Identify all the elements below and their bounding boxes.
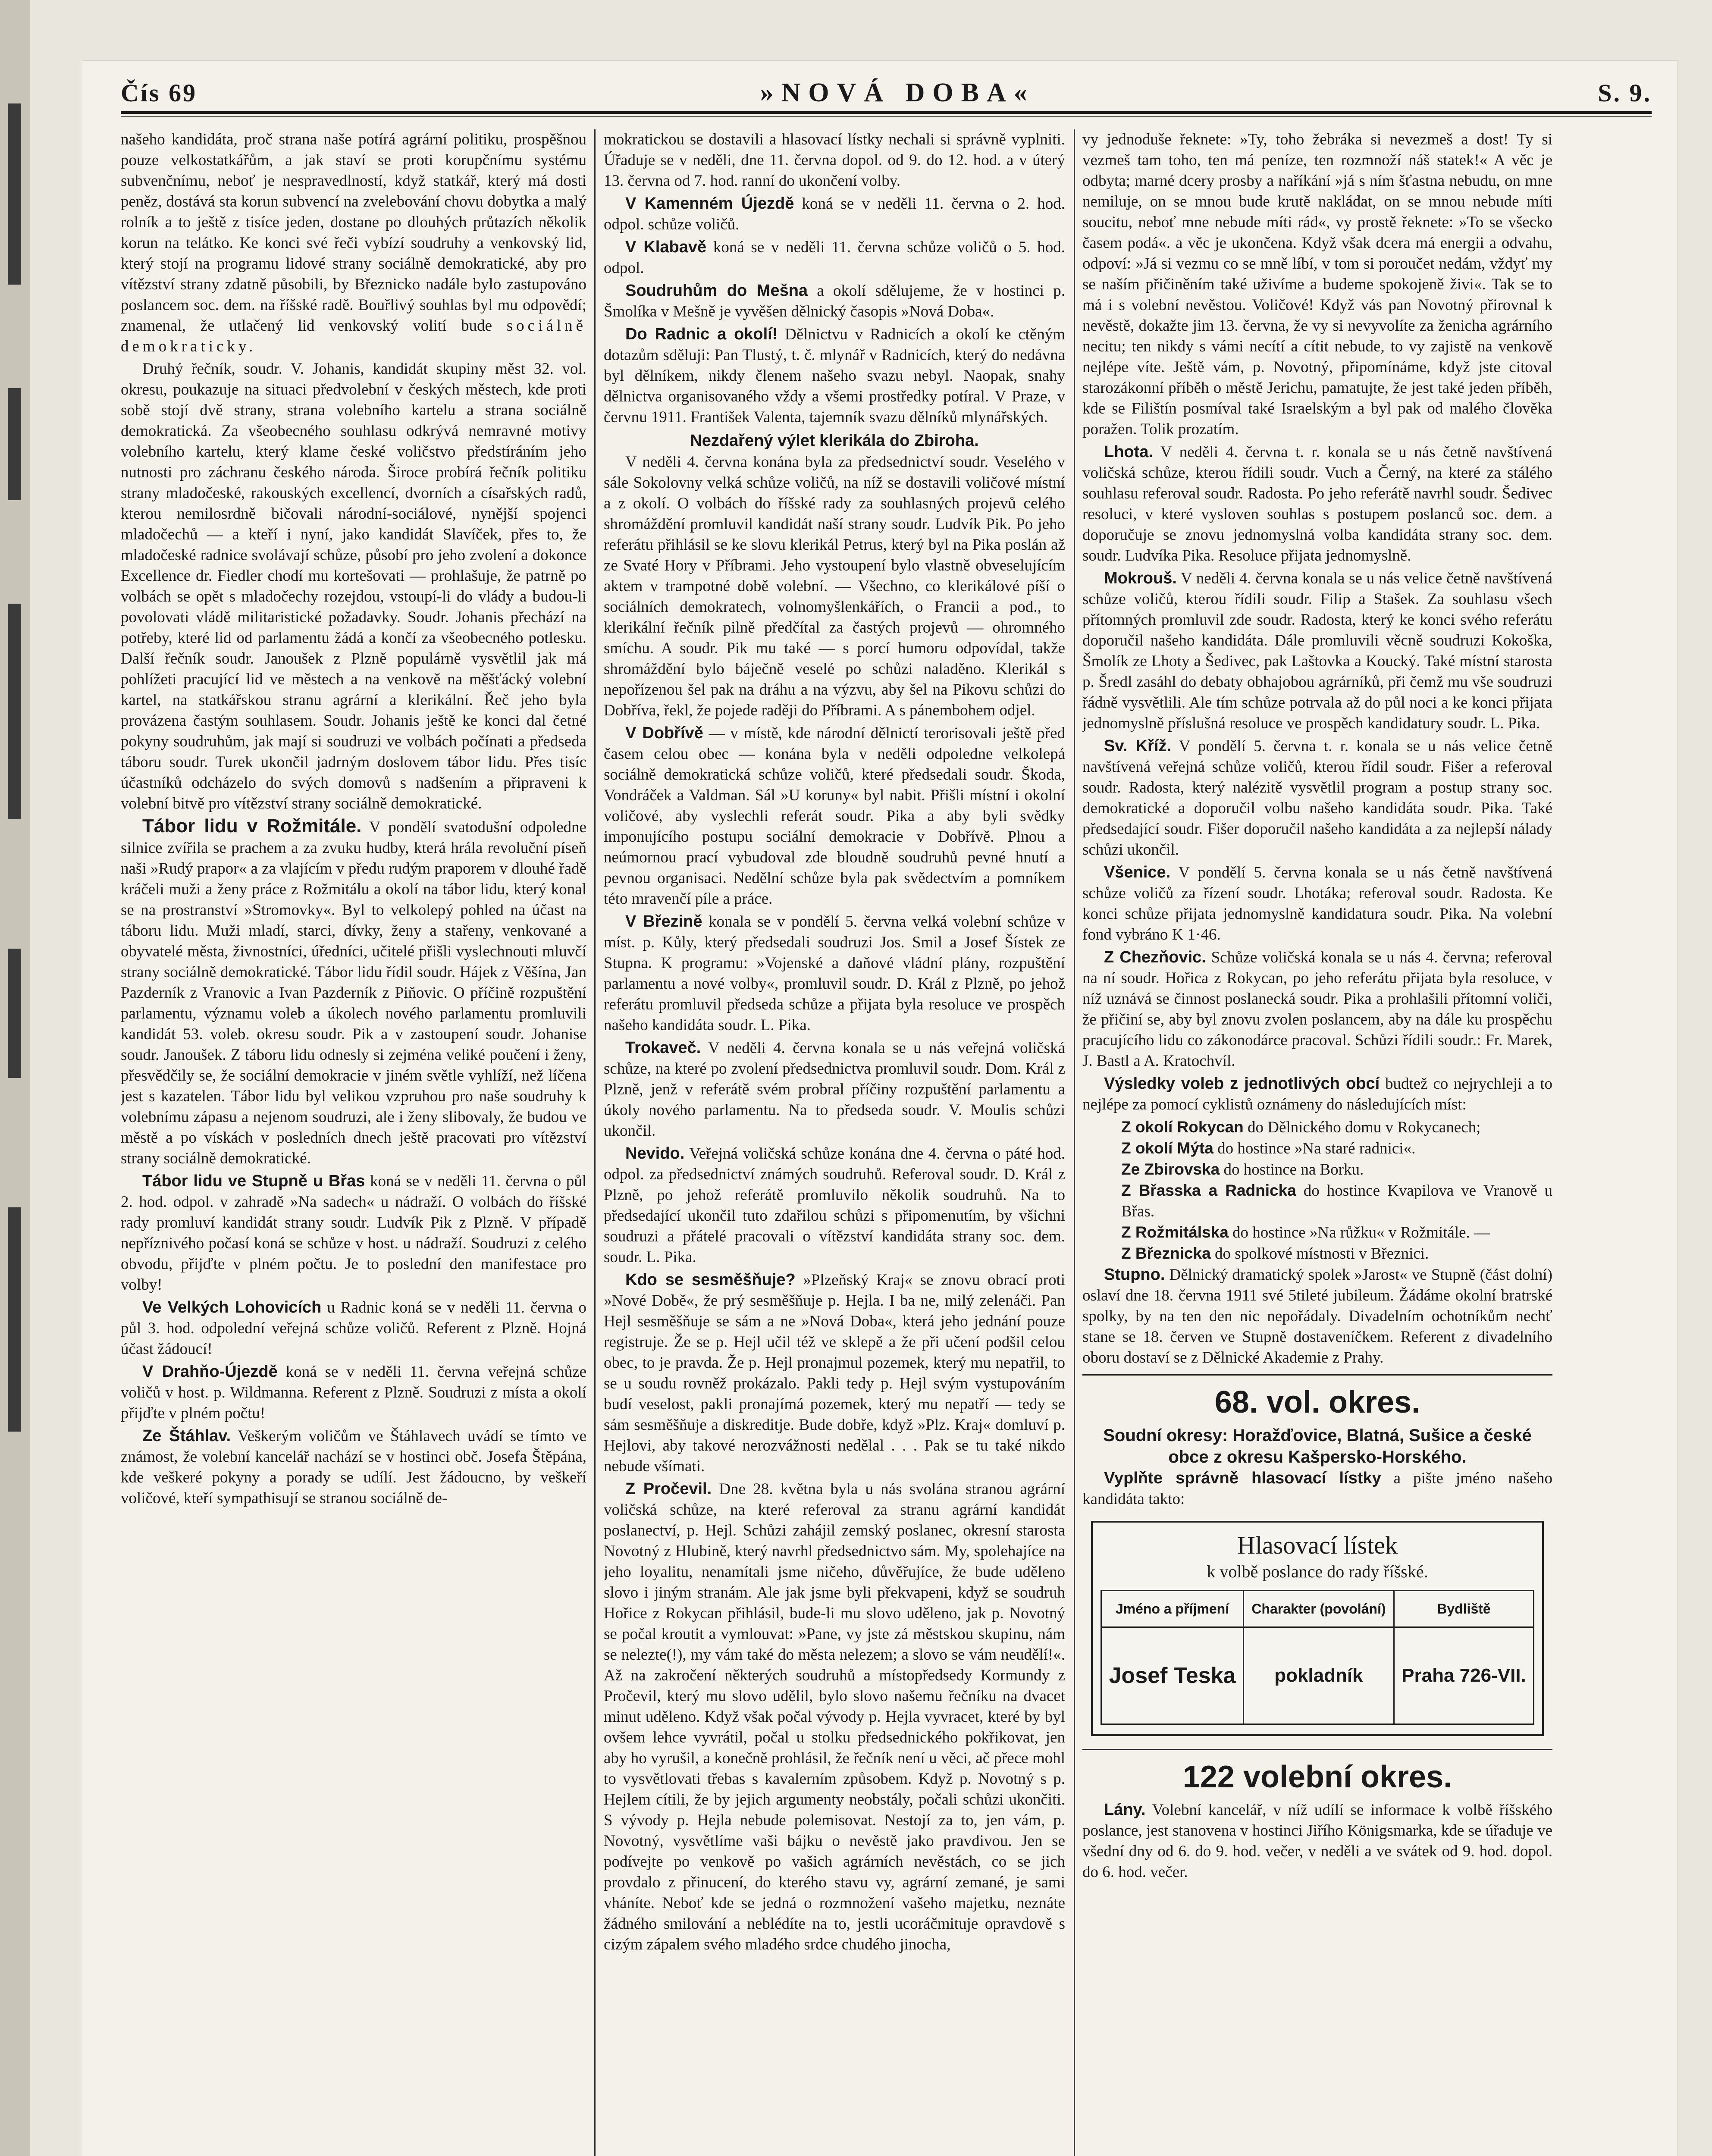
article-paragraph: V Březině konala se v pondělí 5. června velká volební schůze v míst. p. Kůly, který předsedali soudruzi Jos. Smil a Josef Šístek ze Stupna. K programu: »Vojenské a daňové vládní plány, rozpuštění parlamentu a nové volby«, promluvil soudr. D. Král z Plzně, po jehož referátu promluvil předseda schůze a přijata byla resoluce ve prospěch našeho kandidáta soudr. L. Pika.: [604, 912, 1065, 1034]
article-paragraph: V Drahňo-Újezdě koná se v neděli 11. června veřejná schůze voličů v host. p. Wildmanna. Referent z Plzně. Soudruzi z místa a okolí přijďte v plném počtu!: [121, 1363, 586, 1422]
article-paragraph: Všenice. V pondělí 5. června konala se u nás četně navštívená schůze voličů za řízení soudr. Lhotáka; referoval soudr. Radosta. Ke konci schůze přijata jednomyslně kandidatura soudr. Pika. Na volební fond vybráno K 1·46.: [1082, 863, 1552, 943]
article-paragraph: Do Radnic a okolí! Dělnictvu v Radnicích a okolí ke ctěným dotazům sděluji: Pan Tlustý, t. č. mlynář v Radnicích, který do nedávna byl dělníkem, nikdy členem našeho svazu nebyl. Naopak, snahy dělnictva organisovaného vždy a všemi prostředky potíral. V Praze, v červnu 1911. František Valenta, tajemník svazu dělníků mlynářských.: [604, 325, 1065, 426]
article-paragraph: V Klabavě koná se v neděli 11. června schůze voličů o 5. hod. odpol.: [604, 238, 1065, 277]
article-paragraph: Sv. Kříž. V pondělí 5. června t. r. konala se u nás velice četně navštívená veřejná schůze voličů, kterou řídil soudr. Fišer a referoval soudr. Radosta, který nalézitě vysvětlil program a postup strany soc. demokratické a doporučil volbu našeho kandidáta soudr. Pika. Také předsedající soudr. Fišer doporučil našeho kandidáta a za nejlepší nálady schůzi ukončil.: [1082, 737, 1552, 859]
article-paragraph: V Kamenném Újezdě koná se v neděli 11. června o 2. hod. odpol. schůze voličů.: [604, 194, 1065, 233]
ballot-table: [1101, 1590, 1534, 1725]
article-paragraph: Ve Velkých Lohovicích u Radnic koná se v neděli 11. června o půl 3. hod. odpolední veřejná schůze voličů. Referent z Plzně. Hojná účast žádoucí!: [121, 1298, 586, 1358]
article-paragraph: Druhý řečník, soudr. V. Johanis, kandidát skupiny měst 32. vol. okresu, poukazuje na situaci předvolební v českých městech, kde proti sobě stojí dvě strany, strana volebního kartelu a strana sociálně demokratická. Za všeobecného souhlasu odkrývá nemravné motivy volebního kartelu, který klame české voličstvo předstíráním jeho nutnosti pro záchranu českého národa. Široce probírá řečník politiku strany mladočeské, rakouských excellencí, dvorních a císařských radů, kterou nemilosrdně bičovali národní-sociálové, nynější spojenci mladočechů — a kteří i nyní, jako kandidát Slavíček, přes to, že mladočeské radnice svolávají schůze, působí pro jeho zvolení a dokonce Excellence dr. Fiedler chodí mu kortešovati — prohlašuje, že patrně po volbách se opět s mladočechy rozejdou, vstoupí-li do vlády a budou-li povolovati vládě militaristické požadavky. Soudr. Johanis přechází na potřeby, které lid od parlamentu žádá a končí za všeobecného potlesku. Další řečník soudr. Janoušek z Plzně populárně vysvětlil jak má pohlížeti pracující lid ve městech a na venkově na měšťácký volební kartel, na statkářskou stranu agrární a klerikální. Řeč jeho byla provázena častým souhlasem. Soudr. Johanis ještě ke konci dal četné pokyny soudruhům, jak mají si soudruzi ve volbách počínati a předseda táboru soudr. Turek ukončil jadrným doslovem tábor lidu. Přes tisíc účastníků odcházelo do svých domovů s nadšením a připraveni k volební bitvě pro vítězství strany sociálně demokratické.: [121, 360, 586, 812]
article-heading: Tábor lidu ve Stupně u Břas: [142, 1172, 365, 1190]
article-heading: Z Chezňovic.: [1104, 948, 1206, 966]
article-paragraph: vy jednoduše řeknete: »Ty, toho žebráka si nevezmeš a dost! Ty si vezmeš tam toho, ten má peníze, ten rozmnoží náš statek!« A věc je odbyta; marné dcery prosby a naříkání »já s ním šťastna nebudu, on mne nemiluje, on se mnou bude krutě nakládat, on se mnou nebude míti soucitu, neboť mne nebude míti rád«, vy prostě řeknete: »To se všecko časem podá«. a věc je ukončena. Když však dcera má energii a odvahu, odpoví: »Já si vezmu co se mně líbí, v tom si poroučet nedám, vždyť my se naším přičiněním také uživíme a budeme spokojeně živi«. Tak se to má i s volební nevěstou. Voličové! Když vás pan Novotný přirovnal k nevěstě, dokažte jim 13. června, že vy si nevyvolíte za ženicha agrárního necitu; ten nikdy s vámi necítí a cítit nebude, to vy zajistě na venkově nejlépe víte. Ještě vám, p. Novotný, připomínáme, když jste citoval starozákonní příběh o městě Jerichu, pamatujte, že jest také jeden příběh, kde se Filištín posmíval také Israelským a byl pak od malého člověka poražen. Tolik prozatím.: [1082, 131, 1552, 438]
column-3: [1082, 129, 1552, 2156]
article-heading: V Kamenném Újezdě: [625, 194, 794, 213]
newspaper-page: [82, 60, 1678, 2156]
ballot-candidate-residence: Praha 726-VII.: [1394, 1627, 1533, 1724]
article-paragraph: Kdo se sesměšňuje? »Plzeňský Kraj« se znovu obrací proti »Nové Době«, že prý sesměšňuje p. Hejla. I ba ne, milý zelenáči. Pan Hejl sesměšňuje se sám a ne »Nová Doba«, která jeho jednání pouze registruje. Že se p. Hejl učil též ve sklepě a že při učení podšil celou obec, to je pravda. Že p. Hejl pronajmul pozemek, který mu nepatřil, to se u soudu rovněž prokázalo. Pakli tedy p. Hejl svým vystupováním budí veselost, pakli pronajímá pozemek, který mu nepatří — tedy se sám sesměšňuje a diskreditje. Bude dobře, když »Plz. Kraj« domluví p. Hejlovi, aby takové nerozvážnosti nedělal . . . Pak se tu také nikdo nebude všímati.: [604, 1271, 1065, 1475]
section-divider: [1082, 1374, 1552, 1376]
article-paragraph: Z Pročevil. Dne 28. května byla u nás svolána stranou agrární voličská schůze, na které referoval za stranu agrární kandidát poslanectví, p. Hejl. Schůzi zahájil zemský poslanec, okresní starosta Novotný z Hlubině, který navrhl předsednictvo sám. My, spolehajíce na jeho loyalitu, nenamítali jsme ničeho, důvěřujíce, že bude uděleno slovo i jiným stranám. Ale jak jsme byli překvapeni, když se soudruh Hořice z Rokycan přihlásil, bude-li mu slovo uděleno, jak p. Novotný se počal kroutit a vymlouvat: »Pane, vy jste zá městskou skupinu, nám se nelezte(!), my vám také do města nelezem; a slovo se vám neudělí!«. Až na zakročení některých soudruhů a místopředsedy Kormundy z Pročevil, který mu slovo udělil, bylo slovo našemu řečníku na dvacet minut uděleno. Když však počal vývody p. Hejla vyvracet, které by byl ovšem lehce vyvrátil, počal u stolku předsednického pokřikovat, jen aby ho vyrušil, a konečně prohlásil, že řečník není u věci, ač přece mohl to vysvětlovati třebas s kavalerním způsobem. Když p. Novotný s p. Hejlem cítili, že by jejich argumenty neobstály, počali schůzi ukončiti. S vývody p. Hejla nebude polemisovat. Nestojí za to, jen vám, p. Novotný, vysvětlíme vaši bájku o nevěstě jako pravdivou. Jen se podívejte po venkově po vašich agrárních nevěstách, co se jich provdalo z přinucení, do kterého stavu vy, agrární zemané, je sami vháníte. Neboť kde se jedná o rozmnožení vašeho majetku, neznáte žádného smilování a neblédíte na to, jestli ucoráčmituje opravdově s cizým zápalem svého mladého srdce chudého jinocha,: [604, 1480, 1065, 1953]
article-heading: Lhota.: [1104, 443, 1153, 461]
ballot-header-residence: Bydliště: [1394, 1591, 1533, 1627]
masthead-title: »NOVÁ DOBA«: [760, 78, 1035, 107]
article-heading: Mokrouš.: [1104, 569, 1177, 587]
column-divider: [594, 129, 596, 2156]
header-rule: [121, 111, 1652, 114]
issue-number: Čís 69: [121, 78, 198, 107]
ballot-subtitle: k volbě poslance do rady říšské.: [1207, 1562, 1428, 1581]
article-heading: Sv. Kříž.: [1104, 737, 1172, 755]
article-paragraph: Stupno. Dělnický dramatický spolek »Jarost« ve Stupně (část dolní) oslaví dne 18. června 1911 své 5tileté jubileum. Žádáme okolní bratrské spolky, by na ten den nic nepořádaly. Divadelním ochotníkům nechť stane se 18. červen ve Stupně dostaveníčkem. Referent z divadelního oboru dostaví se z Dělnické Akademie z Prahy.: [1082, 1266, 1552, 1366]
column-1: [121, 129, 586, 2156]
article-paragraph: Trokaveč. V neděli 4. června konala se u nás veřejná voličská schůze, na které po zvolení předsednictva promluvil soudr. Dom. Král z Plzně, jenž v referátě svém probral příčiny rozpuštění parlamentu a úkoly nového parlamentu. Na to předseda soudr. V. Moulis schůzi ukončil.: [604, 1039, 1065, 1140]
scan-mark: [8, 103, 21, 285]
article-paragraph: Z Chezňovic. Schůze voličská konala se u nás 4. června; referoval na ní soudr. Hořica z Rokycan, po jeho referátu přijata byla resoluce, v níž uznává se činnost poslanecká soudr. Pika a prohlašili přítomní voliči, že přičiní se, aby byl znovu zvolen poslancem, aby na dále ku prospěchu pracujícího lidu co zákonodárce pracoval. Schůzi řídili soudr.: Fr. Marek, J. Bastl a A. Kratochvíl.: [1082, 948, 1552, 1070]
list-item: Z Břasska a Radnicka do hostince Kvapilova ve Vranově u Břas.: [1121, 1181, 1552, 1220]
list-item: Ze Zbirovska do hostince na Borku.: [1121, 1160, 1364, 1178]
article-heading: Soudruhům do Mešna: [625, 282, 808, 300]
article-paragraph: Lány. Volební kancelář, v níž udílí se informace k volbě říšského poslance, jest stanovena v hostinci Jiřího Königsmarka, kde se úřaduje ve všední dny od 6. do 9. hod. večer, v neděli a ve svátek od 9. hod. dopol. do 6. hod. večer.: [1082, 1801, 1552, 1881]
ballot-header-occupation: Charakter (povolání): [1243, 1591, 1394, 1627]
article-paragraph: mokratickou se dostavili a hlasovací lístky nechali si správně vyplniti. Úřaduje se v neděli, dne 11. června dopol. od 9. do 12. hod. a v úterý 13. června od 7. hod. ranní do ukončení volby.: [604, 131, 1065, 190]
article-paragraph: Vyplňte správně hlasovací lístky a pište jméno našeho kandidáta takto:: [1082, 1469, 1552, 1508]
article-heading: Stupno.: [1104, 1266, 1165, 1284]
ballot-header-name: Jméno a příjmení: [1101, 1591, 1244, 1627]
article-heading: Vyplňte správně hlasovací lístky: [1104, 1469, 1381, 1487]
article-paragraph: Soudruhům do Mešna a okolí sdělujeme, že v hostinci p. Šmolíka v Mešně je vyvěšen dělnický časopis »Nová Doba«.: [604, 282, 1065, 320]
scan-mark: [8, 604, 21, 819]
header-rule-thin: [121, 116, 1652, 117]
article-heading: Kdo se sesměšňuje?: [625, 1271, 796, 1289]
article-heading: Tábor lidu v Rožmitále.: [142, 815, 362, 837]
page-number: S. 9.: [1598, 78, 1652, 107]
district-subheading: Soudní okresy: Horažďovice, Blatná, Sušice a české obce z okresu Kašpersko-Horského.: [1103, 1426, 1532, 1467]
article-heading: Nevido.: [625, 1144, 685, 1163]
article-heading: Všenice.: [1104, 863, 1171, 881]
district-heading: 68. vol. okres.: [1214, 1385, 1420, 1420]
ballot-title: Hlasovací lístek: [1237, 1531, 1398, 1559]
ballot-candidate-occupation: pokladník: [1243, 1627, 1394, 1724]
article-heading: V Březině: [625, 912, 702, 931]
scan-mark: [8, 388, 21, 500]
section-divider: [1082, 1749, 1552, 1750]
article-heading: V Dobřívě: [625, 724, 703, 742]
article-heading: Trokaveč.: [625, 1039, 701, 1057]
column-2: [604, 129, 1065, 2156]
ballot-candidate-name: Josef Teska: [1101, 1627, 1244, 1724]
article-heading: V Klabavě: [625, 238, 707, 256]
article-paragraph: Tábor lidu v Rožmitále. V pondělí svatodušní odpoledne silnice zvířila se prachem a za zvuku hudby, která hrála revoluční píseň naši »Rudý prapor« a za vlajícím v předu rudým praporem v dlouhé řadě kráčeli muži a ženy práce z Rožmitálu a okolí na tábor lidu, který konal se na prostranství »Stromovky«. Byl to velkolepý pohled na účast na táboru lidu. Muži mladí, starci, dívky, ženy a stařeny, venkované a obyvatelé města, živnostníci, úředníci, učitelé přišli vyslechnouti mluvčí strany sociálně demokratické. Tábor lidu řídil soudr. Hájek z Věšína, Jan Pazderník z Vranovic a Ivan Pazderník z Piňovic. O příčině rozpuštění parlamentu, významu voleb a úkolech nového parlamentu promluvili kandidát 53. voleb. okresu soudr. Pik a v zastoupení soudr. Johanise soudr. Janoušek. Z táboru lidu odnesly si zejména veliké poučení i ženy, přesvědčily se, že sociální demokracie v jiném světle vyhlíží, než líčena jest s kazatelen. Tábor lidu byl velikou vzpruhou pro naše soudruhy k volebnímu zápasu a nejenom soudruzi, ale i ženy slibovaly, že budou ve městě a po vískách v posledních dnech ještě pracovati pro vítězství strany sociálně demokratické.: [121, 815, 586, 1167]
district-heading: 122 volební okres.: [1182, 1760, 1452, 1794]
article-paragraph: Lhota. V neděli 4. června t. r. konala se u nás četně navštívená voličská schůze, kterou řídili soudr. Vuch a Černý, na které za stálého souhlasu referoval soudr. Radosta. Po jeho referátě navrhl soudr. Šedivec resoluci, v které vysloven souhlas s postupem poslanců soc. dem. a doporučuje se znovu jednomyslná volba kandidáta strany soc. dem. soudr. Ludvíka Pika. Resoluce přijata jednomyslně.: [1082, 443, 1552, 564]
article-heading: Ze Štáhlav.: [142, 1427, 231, 1445]
article-heading: Z Pročevil.: [625, 1480, 712, 1498]
article-paragraph: Tábor lidu ve Stupně u Břas koná se v neděli 11. června o půl 2. hod. odpol. v zahradě »Na sadech« u nádraží. O volbách do říšské rady promluví kandidát strany soudr. Ludvík Pik z Plzně. V případě nepříznivého počasí koná se schůze v host. u nádraží. Soudruzi z celého obvodu, přijďte v plném počtu. Je to poslední den manifestace pro volby!: [121, 1172, 586, 1294]
article-paragraph: Ze Štáhlav. Veškerým voličům ve Štáhlavech uvádí se tímto ve známost, že volební kancelář nachází se v hostinci obč. Josefa Štěpána, kde veškeré pokyny a porady se udílí. Jest žádoucno, by veškeří voličové, kteří sympathisují se stranou sociálně de-: [121, 1427, 586, 1507]
list-item: Z Březnicka do spolkové místnosti v Březnici.: [1121, 1244, 1429, 1263]
article-heading: Lány.: [1104, 1801, 1146, 1819]
article-heading: Výsledky voleb z jednotlivých obcí: [1104, 1075, 1380, 1093]
article-paragraph: V Dobřívě — v místě, kde národní dělnictí terorisovali ještě před časem celou obec — konána byla v neděli odpoledne velkolepá sociálně demokratická schůze voličů, které předsedali soudr. Škoda, Vondráček a Valdman. Sál »U koruny« byl nabit. Přišli místní i okolní voličové, aby vyslechli referát soudr. Pika a aby byli svědky imponujícího postupu sociální demokracie v Dobřívě. Plnou a neúmornou prací vybudoval zde bloudně soudruhů pevné hnutí a pevnou organisaci. Nedělní schůze byla pak svědectvím a pomníkem této mravenčí píle a práce.: [604, 724, 1065, 908]
result-locations-list: [1082, 1117, 1552, 1264]
article-paragraph: Mokrouš. V neděli 4. června konala se u nás velice četně navštívená schůze voličů, kterou řídili soudr. Filip a Stašek. Za souhlasu všech přítomných promluvil zde soudr. Radosta, který ke konci svého referátu doporučil našeho kandidáta. Dále promluvili věcně soudruzi Kokoška, Šmolík ze Lhoty a Šedivec, pak Laštovka a Koucký. Také místní starosta p. Šredl zasáhl do debaty obhajobou agrárníků, při čemž mu vše soudruzi řádně vysvětlili. Ale tím schůze potrvala až do půl noci a ke konci přijata jednomyslně příslušná resoluce ve prospěch kandidatury soudr. L. Pika.: [1082, 569, 1552, 732]
ballot-sample: [1091, 1521, 1544, 1736]
scan-edge: [0, 0, 30, 2156]
article-paragraph: Nevido. Veřejná voličská schůze konána dne 4. června o páté hod. odpol. za předsednictví známých soudruhů. Referoval soudr. D. Král z Plzně, po jehož referátě promluvilo několik soudruhů. Na to předsedající ukončil tuto zdařilou schůzi s připomenutím, by všichni soudruzi a přátelé pracovali o vítězství kandidáta strany soc. dem. soudr. L. Pika.: [604, 1144, 1065, 1266]
article-heading: Nezdařený výlet klerikála do Zbiroha.: [690, 432, 979, 450]
article-paragraph: našeho kandidáta, proč strana naše potírá agrární politiku, prospěšnou pouze velkostatkářům, a jak staví se proti korupčnímu systému subvenčnímu, neboť je nespravedlností, když statkář, který má dosti peněz, dostává sta korun subvencí na zvelebování chovu dobytka a malý rolník a to ještě z tisíce jeden, dostane po dlouhých průtazích několik korun na telátko. Ke konci své řeči vybízí soudruhy a venkovský lid, který stojí na programu lidové strany sociálně demokratické, aby pro vítězství strany zdatně působili, by Březnicko nadále bylo zastupováno poslancem soc. dem. na říšské radě. Bouřlivý souhlas byl mu odpovědí; znamenal, že utlačený lid venkovský volití bude sociálně demokraticky.: [121, 131, 586, 355]
column-divider: [1074, 129, 1075, 2156]
list-item: Z okolí Mýta do hostince »Na staré radnici«.: [1121, 1139, 1416, 1157]
scan-mark: [8, 1207, 21, 1432]
page-header: [121, 73, 1652, 112]
article-heading: Do Radnic a okolí!: [625, 325, 778, 343]
article-paragraph: V neděli 4. června konána byla za předsednictví soudr. Veselého v sále Sokolovny velká schůze voličů, na níž se dostavili voličové místní a z okolí. O volbách do říšské rady za souhlasných projevů celého shromáždění promluvil kandidát naší strany soudr. Ludvík Pik. Po jeho referátu přihlásil se ke slovu klerikál Petrus, který byl na Pika poslán až ze Svaté Hory v Příbrami. Jeho vystoupení bylo vlastně obveselujícím aktem v trampotné době volební. — Všechno, co klerikálové píší o sociálních demokratech, volnomyšlenkářích, o Francii a pod., to klerikální řečník pilně předčítal za častých projevů — ohromného smíchu. A soudr. Pik mu také — s porcí humoru odpovídal, takže shromáždění bylo báječně veselé po schůzi naladěno. Klerikál s nepořízenou šel pak na dráhu a na výzvu, aby šel na Pikovu schůzi do Dobřívа, řekl, že pojede raději do Příbrami. A s pánembohem odjel.: [604, 453, 1065, 719]
scan-mark: [8, 949, 21, 1078]
article-heading: V Drahňo-Újezdě: [142, 1363, 278, 1381]
article-heading: Ve Velkých Lohovicích: [142, 1298, 322, 1316]
list-item: Z okolí Rokycan do Dělnického domu v Rokycanech;: [1121, 1118, 1481, 1136]
article-paragraph: Výsledky voleb z jednotlivých obcí budtež co nejrychleji a to nejlépe za pomocí cyklistů oznámeny do následujících míst:: [1082, 1075, 1552, 1113]
list-item: Z Rožmitálska do hostince »Na růžku« v Rožmitále. —: [1121, 1223, 1490, 1241]
